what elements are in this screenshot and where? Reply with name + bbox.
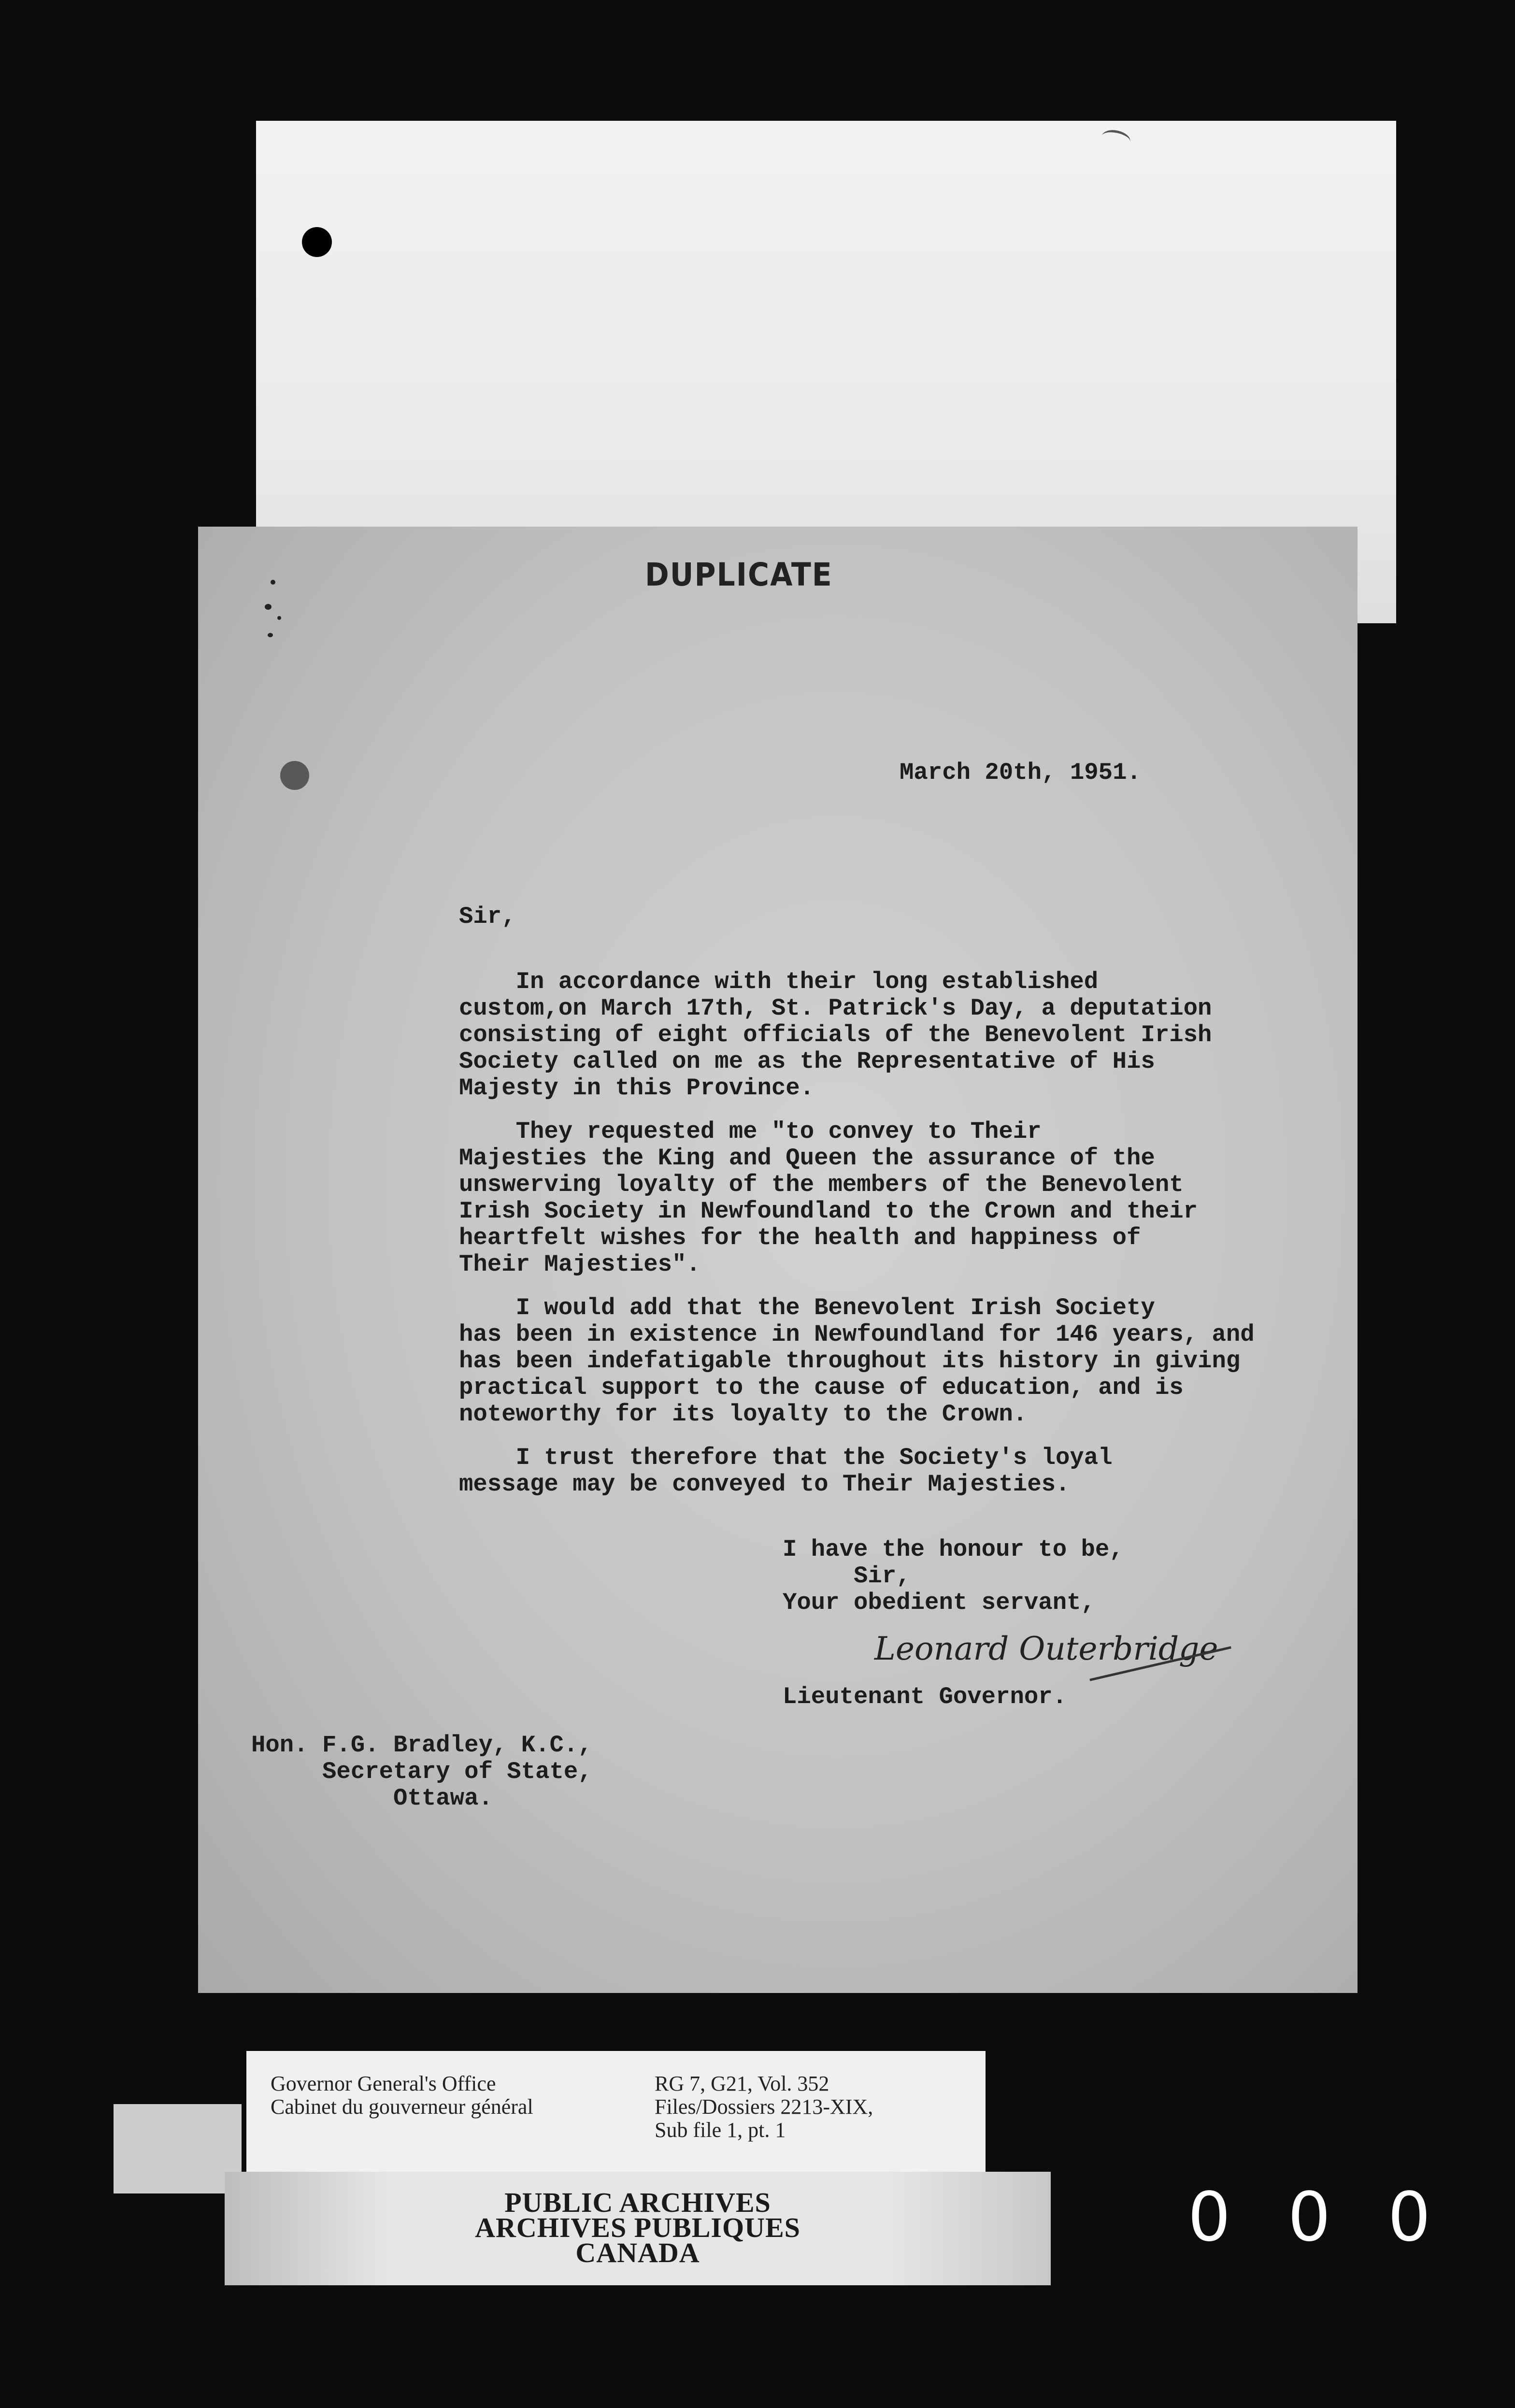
paragraph-line: I trust therefore that the Society's loyal — [459, 1444, 1113, 1471]
paragraph-line: Their Majesties". — [459, 1251, 700, 1278]
paragraph-line: Irish Society in Newfoundland to the Crown and their — [459, 1198, 1198, 1225]
paragraph-line: unswerving loyalty of the members of the Benevolent — [459, 1171, 1184, 1198]
addressee-line: Hon. F.G. Bradley, K.C., — [251, 1732, 592, 1759]
reference-1: RG 7, G21, Vol. 352 — [655, 2072, 829, 2095]
archive-en: PUBLIC ARCHIVES — [504, 2187, 771, 2218]
archive-fr: ARCHIVES PUBLIQUES — [475, 2212, 800, 2243]
paragraph-line: practical support to the cause of education, and is — [459, 1374, 1184, 1401]
reference-2: Files/Dossiers 2213-XIX, — [655, 2095, 873, 2119]
paragraph-line: message may be conveyed to Their Majesties. — [459, 1471, 1070, 1498]
archive-label — [246, 2051, 986, 2174]
paragraph-line: custom,on March 17th, St. Patrick's Day, a deputation — [459, 995, 1212, 1022]
paragraph-line: Society called on me as the Representative of His — [459, 1048, 1155, 1075]
duplicate-stamp: DUPLICATE — [645, 556, 833, 594]
paragraph-line: consisting of eight officials of the Benevolent Irish — [459, 1021, 1212, 1048]
addressee — [251, 1732, 592, 1812]
paragraph-line: has been indefatigable throughout its history in giving — [459, 1347, 1241, 1375]
letter-paragraph — [459, 1445, 1113, 1498]
paragraph-line: has been in existence in Newfoundland for 146 years, and — [459, 1321, 1255, 1348]
paragraph-line: I would add that the Benevolent Irish Society — [459, 1294, 1155, 1321]
closing-line: Your obedient servant, — [783, 1589, 1095, 1616]
office-en: Governor General's Office — [271, 2072, 496, 2095]
punch-hole — [280, 761, 309, 790]
archive-stamp-label — [225, 2172, 1051, 2285]
paragraph-line: They requested me "to convey to Their — [459, 1118, 1042, 1145]
tape — [114, 2104, 242, 2193]
addressee-line: Ottawa. — [251, 1785, 493, 1812]
letter-paragraph — [459, 969, 1212, 1102]
reference-3: Sub file 1, pt. 1 — [655, 2118, 786, 2142]
frame-digit: 0 — [1187, 2178, 1231, 2257]
addressee-line: Secretary of State, — [251, 1758, 592, 1785]
letter-date: March 20th, 1951. — [900, 759, 1141, 786]
salutation: Sir, — [459, 903, 516, 930]
paragraph-line: In accordance with their long established — [459, 968, 1099, 995]
ink-specks — [261, 570, 304, 647]
punch-hole — [302, 227, 332, 257]
paragraph-line: Majesties the King and Queen the assurance of the — [459, 1145, 1155, 1172]
closing-line: Sir, — [783, 1562, 911, 1590]
closing — [783, 1536, 1124, 1616]
frame-digit: 0 — [1287, 2178, 1331, 2257]
office-fr: Cabinet du gouverneur général — [271, 2095, 533, 2119]
letter-paragraph — [459, 1295, 1255, 1428]
frame-digit: 0 — [1387, 2178, 1431, 2257]
paragraph-line: Majesty in this Province. — [459, 1075, 815, 1102]
letter-paragraph — [459, 1118, 1198, 1278]
closing-line: I have the honour to be, — [783, 1536, 1124, 1563]
signer-title: Lieutenant Governor. — [783, 1683, 1067, 1710]
country: CANADA — [575, 2237, 700, 2268]
paragraph-line: heartfelt wishes for the health and happiness of — [459, 1224, 1141, 1251]
paragraph-line: noteworthy for its loyalty to the Crown. — [459, 1401, 1028, 1428]
signature-text: Leonard Outerbridge — [874, 1630, 1218, 1667]
